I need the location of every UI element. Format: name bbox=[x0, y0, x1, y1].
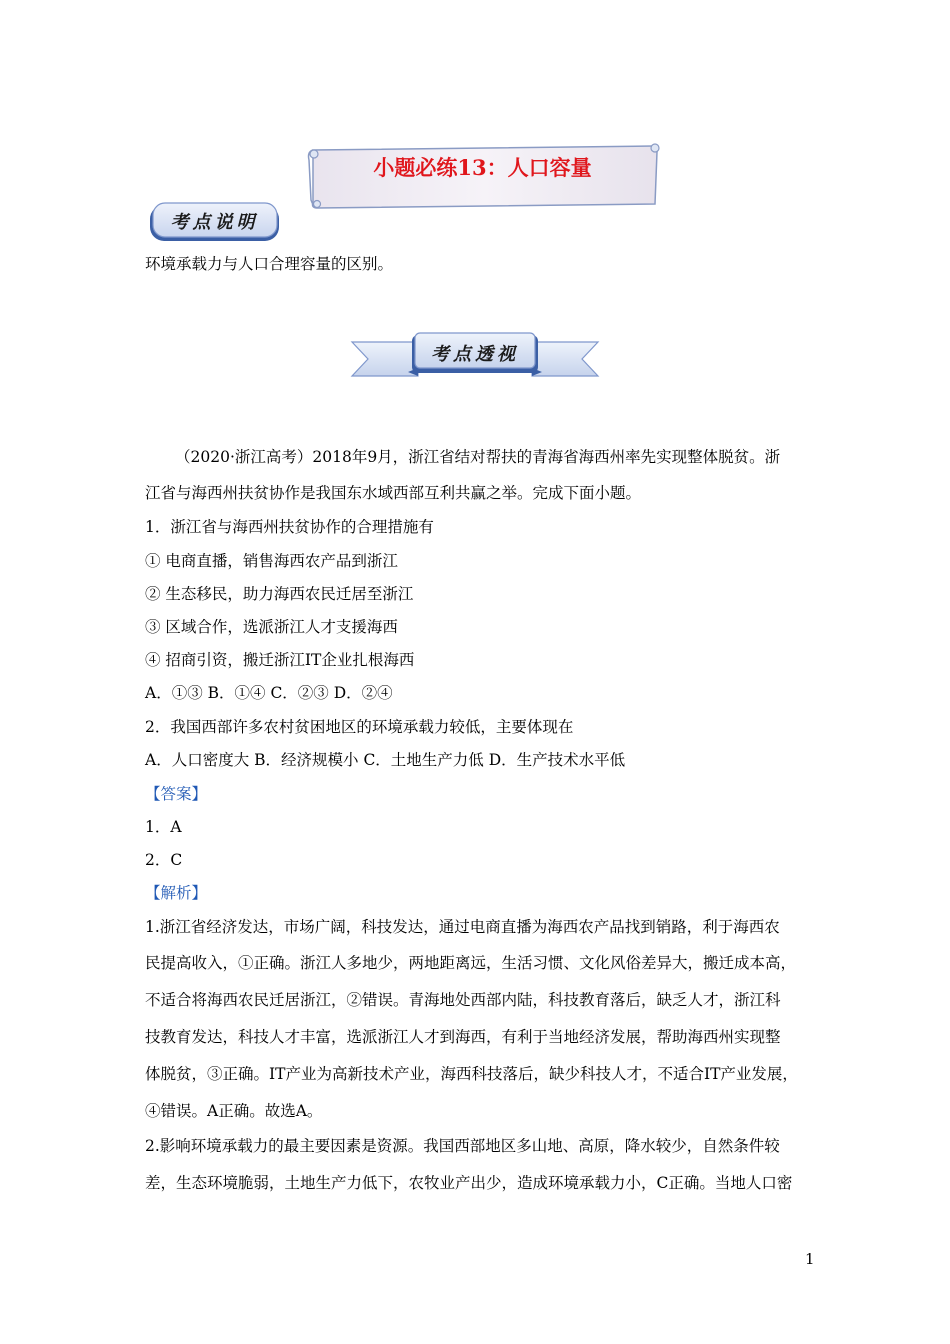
analysis-line: 技教育发达，科技人才丰富，选派浙江人才到海西，有利于当地经济发展，帮助海西州实现整 bbox=[145, 1028, 781, 1046]
section-text: 环境承载力与人口合理容量的区别。 bbox=[145, 255, 394, 273]
analysis-line: ④错误。A正确。故选A。 bbox=[145, 1102, 323, 1120]
question-1-item: ② 生态移民，助力海西农民迁居至浙江 bbox=[145, 585, 414, 603]
question-2-options: A．人口密度大 B．经济规模小 C．土地生产力低 D．生产技术水平低 bbox=[145, 751, 626, 769]
question-1-stem: 1．浙江省与海西州扶贫协作的合理措施有 bbox=[145, 518, 434, 536]
intro-line-2: 江省与海西州扶贫协作是我国东水域西部互利共赢之举。完成下面小题。 bbox=[145, 484, 642, 502]
badge-label: 考点说明 bbox=[170, 212, 259, 233]
question-1-item: ③ 区域合作，选派浙江人才支援海西 bbox=[145, 618, 398, 636]
analysis-label: 【解析】 bbox=[145, 884, 208, 902]
answer-1: 1．A bbox=[145, 818, 182, 836]
analysis-line: 民提高收入，①正确。浙江人多地少，两地距离远，生活习惯、文化风俗差异大，搬迁成本高， bbox=[145, 954, 797, 972]
question-1-options: A．①③ B．①④ C．②③ D．②④ bbox=[145, 684, 393, 702]
analysis-line: 不适合将海西农民迁居浙江，②错误。青海地处西部内陆，科技教育落后，缺乏人才，浙江科 bbox=[145, 991, 781, 1009]
page-number: 1 bbox=[805, 1250, 815, 1268]
answer-2: 2．C bbox=[145, 851, 183, 869]
answer-label: 【答案】 bbox=[145, 785, 208, 803]
section-badge-kaodian-shuoming bbox=[147, 200, 282, 245]
intro-line-1: （2020·浙江高考）2018年9月，浙江省结对帮扶的青海省海西州率先实现整体脱贫。浙 bbox=[175, 448, 781, 466]
analysis-line: 体脱贫，③正确。IT产业为高新技术产业，海西科技落后，缺少科技人才，不适合IT产业发展， bbox=[145, 1065, 798, 1083]
analysis-line: 差，生态环境脆弱，土地生产力低下，农牧业产出少，造成环境承载力小，C正确。当地人口密 bbox=[145, 1174, 793, 1192]
question-2-stem: 2．我国西部许多农村贫困地区的环境承载力较低，主要体现在 bbox=[145, 718, 574, 736]
badge-label: 考点透视 bbox=[431, 344, 519, 365]
title-scroll-banner bbox=[305, 140, 660, 210]
section-badge-kaodian-toushi bbox=[350, 332, 600, 382]
question-1-item: ④ 招商引资，搬迁浙江IT企业扎根海西 bbox=[145, 651, 415, 669]
question-1-item: ① 电商直播，销售海西农产品到浙江 bbox=[145, 552, 398, 570]
page-title: 小题必练13：人口容量 bbox=[373, 155, 592, 180]
analysis-line: 2.影响环境承载力的最主要因素是资源。我国西部地区多山地、高原，降水较少，自然条件较 bbox=[145, 1137, 780, 1155]
analysis-line: 1.浙江省经济发达，市场广阔，科技发达，通过电商直播为海西农产品找到销路，利于海西农 bbox=[145, 918, 780, 936]
